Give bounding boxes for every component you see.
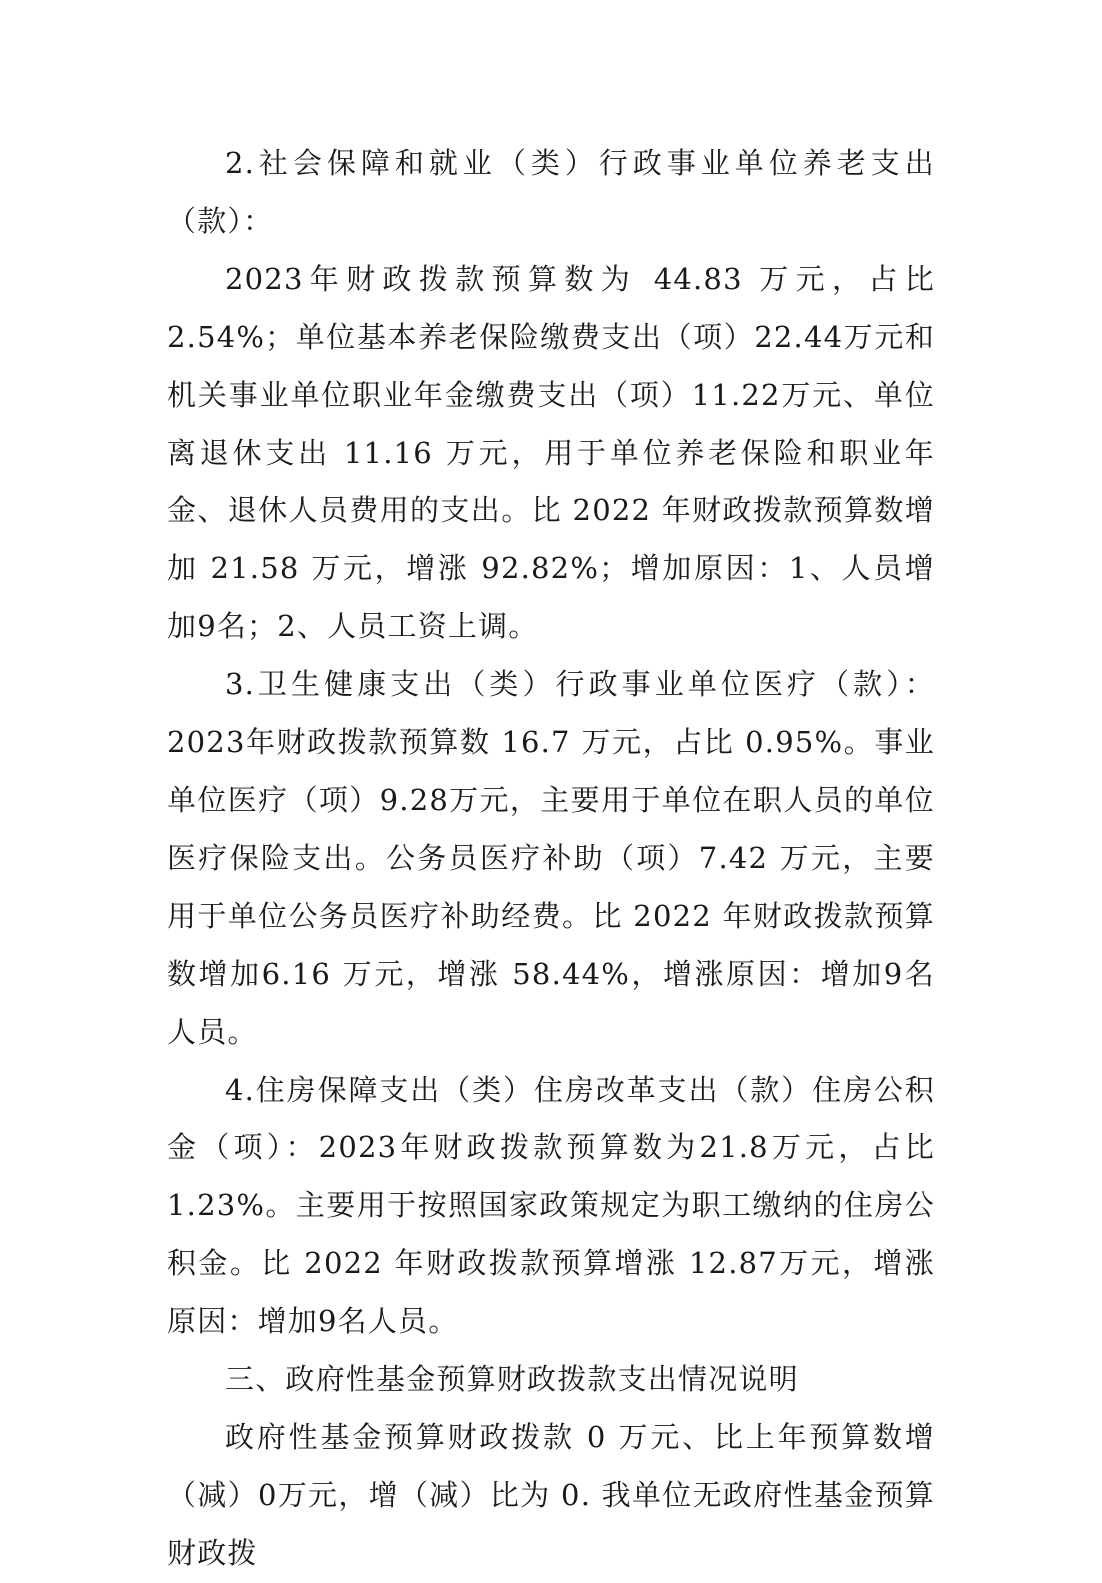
paragraph-government-fund: 政府性基金预算财政拨款 0 万元、比上年预算数增（减）0万元，增（减）比为 0. 我单位无政府性基金预算财政拨	[167, 1419, 935, 1570]
body-text	[167, 135, 935, 1583]
paragraph-housing-expenditure: 4.住房保障支出（类）住房改革支出（款）住房公积金（项）：2023年财政拨款预算数为21.8万元，占比 1.23%。主要用于按照国家政策规定为职工缴纳的住房公积金。比 2022 年财政拨款预算增涨 12.87万元，增涨原因：增加9名人员。	[167, 1072, 935, 1339]
paragraph-pension-expenditure: 2023年财政拨款预算数为 44.83 万元，占比 2.54%；单位基本养老保险缴费支出（项）22.44万元和机关事业单位职业年金缴费支出（项）11.22万元、单位离退休支出 11.16 万元，用于单位养老保险和职业年金、退休人员费用的支出。比 2022 年财政拨款预算数增加 21.58 万元，增涨 92.82%；增加原因：1、人员增加9名；2、人员工资上调。	[167, 261, 935, 644]
paragraph-social-security-heading: 2.社会保障和就业（类）行政事业单位养老支出（款）：	[167, 146, 935, 238]
paragraph-health-expenditure: 3.卫生健康支出（类）行政事业单位医疗（款）：2023年财政拨款预算数 16.7 万元，占比 0.95%。事业单位医疗（项）9.28万元，主要用于单位在职人员的单位医疗保险支出。公务员医疗补助（项）7.42 万元，主要用于单位公务员医疗补助经费。比 2022 年财政拨款预算数增加6.16 万元，增涨 58.44%，增涨原因：增加9名人员。	[167, 667, 935, 1049]
section-heading-government-fund: 三、政府性基金预算财政拨款支出情况说明	[225, 1362, 799, 1397]
